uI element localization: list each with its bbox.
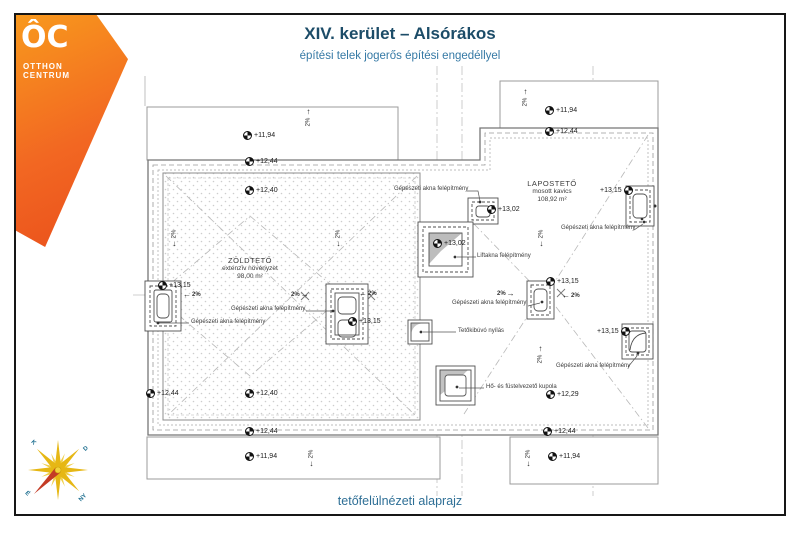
slope-annotation: ← 2% <box>183 290 201 299</box>
level-marker-icon <box>546 277 555 286</box>
mech-shaft-label: Gépészeti akna felépítmény <box>452 300 527 306</box>
level-marker: +13,15 <box>158 281 191 290</box>
slope-annotation: ↑ 2% <box>537 344 544 364</box>
slope-annotation: ↑ 2% <box>305 107 312 127</box>
arrow-left-icon: ← <box>359 289 367 298</box>
lift-shaft-label: Liftakna felépítmény <box>477 253 531 259</box>
flat-roof-size: 108,92 m² <box>537 196 567 203</box>
level-marker: +13,15 <box>597 327 630 336</box>
level-marker-icon <box>624 186 633 195</box>
level-marker-icon <box>158 281 167 290</box>
level-marker-icon <box>621 327 630 336</box>
arrow-down-icon: ↓ <box>539 239 544 248</box>
level-marker-icon <box>245 452 254 461</box>
arrow-right-icon: → <box>506 289 515 298</box>
level-marker: +12,44 <box>146 389 179 398</box>
page-title: XIV. kerület – Alsórákos <box>304 24 496 43</box>
green-roof-title-block <box>202 257 298 281</box>
arrow-right-icon: → <box>300 290 309 299</box>
plan-caption: tetőfelülnézeti alaprajz <box>337 494 463 508</box>
level-marker-icon <box>243 131 252 140</box>
arrow-down-icon: ↓ <box>336 239 341 248</box>
level-marker-icon <box>348 317 357 326</box>
level-marker: +11,94 <box>548 452 580 461</box>
arrow-left-icon: ← <box>183 290 191 299</box>
level-marker: +12,40 <box>245 186 278 195</box>
level-marker-icon <box>245 427 254 436</box>
slope-annotation: 2% ↓ <box>335 229 342 248</box>
level-marker: +11,94 <box>245 452 277 461</box>
level-marker: +13,15 <box>546 277 579 286</box>
flat-roof-title-block <box>504 180 600 204</box>
level-marker: +11,94 <box>243 131 275 140</box>
compass-south-label: D <box>82 445 90 453</box>
arrow-down-icon: ↓ <box>309 459 314 468</box>
level-marker: +12,44 <box>545 127 578 136</box>
green-roof-material: extenzív növényzet <box>222 265 278 272</box>
slope-annotation: ↑ 2% <box>522 87 529 107</box>
compass-west-label: NY <box>78 492 89 504</box>
arrow-up-icon: ↑ <box>538 344 543 353</box>
slope-annotation: 2% ↓ <box>525 449 532 468</box>
level-marker: +12,40 <box>245 389 278 398</box>
arrow-up-icon: ↑ <box>306 107 311 116</box>
level-marker: +13,02 <box>487 205 520 214</box>
level-marker-icon <box>146 389 155 398</box>
slope-annotation: 2% → <box>497 289 515 298</box>
flat-roof-title: LAPOSTETŐ <box>527 179 577 188</box>
slope-annotation: 2% ↓ <box>171 229 178 248</box>
level-marker: +13,02 <box>433 239 466 248</box>
level-marker: +12,44 <box>245 427 278 436</box>
mech-shaft-label: Gépészeti akna felépítmény <box>394 186 469 192</box>
brand-monogram-icon: ÔC <box>21 20 69 55</box>
compass-north-label: É <box>23 490 31 498</box>
level-marker: +12,29 <box>546 390 579 399</box>
level-marker-icon <box>548 452 557 461</box>
level-marker-icon <box>546 390 555 399</box>
arrow-down-icon: ↓ <box>526 459 531 468</box>
level-marker-icon <box>545 127 554 136</box>
level-marker-icon <box>245 157 254 166</box>
level-marker-icon <box>433 239 442 248</box>
arrow-down-icon: ↓ <box>172 239 177 248</box>
page-subtitle: építési telek jogerős építési engedéllyel <box>299 50 501 62</box>
slope-annotation: ← 2% <box>562 291 580 300</box>
slope-annotation: 2% ↓ <box>308 449 315 468</box>
smoke-dome-label: Hő- és füstelvezető kupola <box>486 384 557 390</box>
arrow-up-icon: ↑ <box>523 87 528 96</box>
level-marker-icon <box>543 427 552 436</box>
mech-shaft-label: Gépészeti akna felépítmény <box>231 306 306 312</box>
level-marker-icon <box>487 205 496 214</box>
level-marker-icon <box>545 106 554 115</box>
arrow-left-icon: ← <box>562 291 570 300</box>
roof-hatch-label: Tetőkibúvó nyílás <box>458 328 505 334</box>
green-roof-size: 98,00 m² <box>237 273 263 280</box>
slope-annotation: 2% → <box>291 290 309 299</box>
level-marker-icon <box>245 389 254 398</box>
compass-east-label: K <box>29 439 37 447</box>
slope-annotation: 2% ↓ <box>538 229 545 248</box>
level-marker-icon <box>245 186 254 195</box>
level-marker: +13,15 <box>600 186 633 195</box>
green-roof-title: ZÖLDTETŐ <box>227 256 272 265</box>
mech-shaft-label: Gépészeti akna felépítmény <box>556 363 631 369</box>
brand-name-line2: CENTRUM <box>23 71 70 80</box>
brand-name-line1: OTTHON <box>23 62 63 71</box>
level-marker: +13,15 <box>348 317 381 326</box>
level-marker: +12,44 <box>245 157 278 166</box>
flat-roof-material: mosott kavics <box>532 188 572 195</box>
slope-annotation: ← 2% <box>359 289 377 298</box>
compass-rose-icon <box>28 440 88 500</box>
level-marker: +11,94 <box>545 106 577 115</box>
mech-shaft-label: Gépészeti akna felépítmény <box>191 319 266 325</box>
level-marker: +12,44 <box>543 427 576 436</box>
mech-shaft-label: Gépészeti akna felépítmény <box>561 225 636 231</box>
